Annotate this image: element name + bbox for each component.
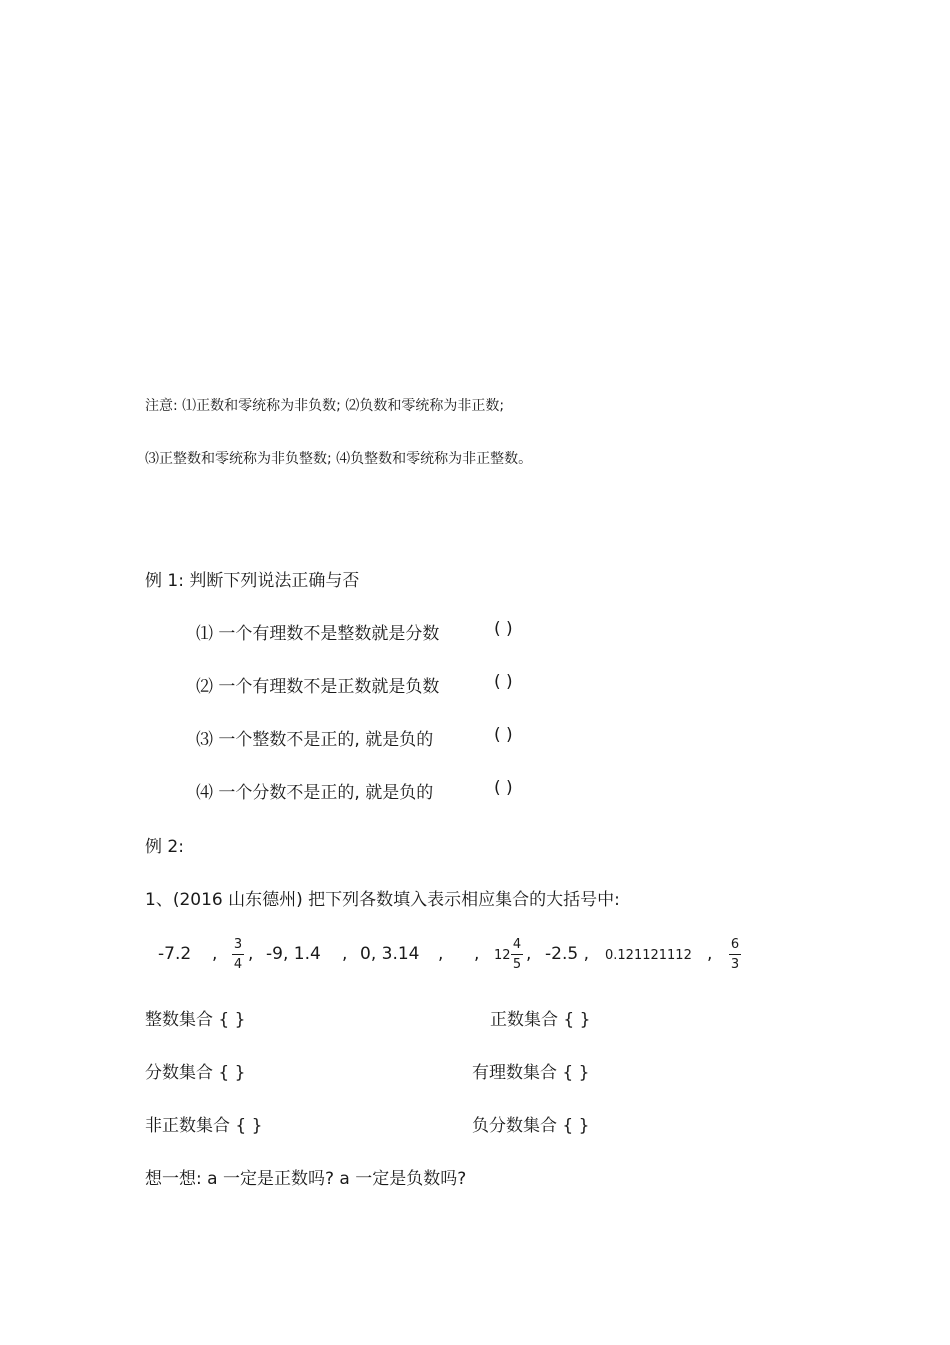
- example1-item-4: ⑷ 一个分数不是正的, 就是负的: [196, 783, 434, 803]
- fraction-3-4: [232, 938, 244, 971]
- comma: ,: [707, 944, 713, 964]
- example1-answer-1[interactable]: ( ): [494, 619, 513, 639]
- number-neg-9-and-1-4: -9, 1.4: [266, 944, 321, 964]
- number-neg-7-2: -7.2: [158, 944, 192, 964]
- fraction-denominator: 3: [730, 957, 740, 972]
- fraction-bar: [232, 954, 244, 955]
- fraction-6-3: [729, 938, 741, 971]
- fraction-4-5: [511, 938, 523, 971]
- comma: ,: [342, 944, 348, 964]
- nonpositive-set[interactable]: 非正数集合 { }: [145, 1116, 263, 1136]
- comma: ,: [438, 944, 444, 964]
- fraction-denominator: 4: [233, 957, 243, 972]
- fraction-numerator: 3: [233, 937, 243, 952]
- note-line-2: ⑶正整数和零统称为非负整数; ⑷负整数和零统称为非正整数。: [145, 451, 533, 467]
- example1-item-3: ⑶ 一个整数不是正的, 就是负的: [196, 730, 434, 750]
- example1-answer-4[interactable]: ( ): [494, 778, 513, 798]
- example2-question: 1、(2016 山东德州) 把下列各数填入表示相应集合的大括号中:: [145, 890, 620, 910]
- comma: ,: [526, 944, 532, 964]
- fraction-bar: [729, 954, 741, 955]
- fraction-set[interactable]: 分数集合 { }: [145, 1063, 246, 1083]
- positive-set[interactable]: 正数集合 { }: [490, 1010, 591, 1030]
- number-0-121121112: 0.121121112: [605, 948, 692, 963]
- fraction-denominator: 5: [512, 957, 522, 972]
- mixed-number-whole: 12: [494, 948, 511, 963]
- integer-set[interactable]: 整数集合 { }: [145, 1010, 246, 1030]
- example2-title: 例 2:: [145, 837, 184, 857]
- fraction-bar: [511, 954, 523, 955]
- think-prompt: 想一想: a 一定是正数吗? a 一定是负数吗?: [145, 1169, 467, 1189]
- example1-answer-3[interactable]: ( ): [494, 725, 513, 745]
- number-0-and-3-14: 0, 3.14: [360, 944, 420, 964]
- number-neg-2-5: -2.5 ,: [545, 944, 589, 964]
- comma: ,: [248, 944, 254, 964]
- example1-item-1: ⑴ 一个有理数不是整数就是分数: [196, 624, 440, 644]
- rational-set[interactable]: 有理数集合 { }: [472, 1063, 590, 1083]
- example1-answer-2[interactable]: ( ): [494, 672, 513, 692]
- example1-item-2: ⑵ 一个有理数不是正数就是负数: [196, 677, 440, 697]
- example1-title: 例 1: 判断下列说法正确与否: [145, 571, 360, 591]
- fraction-numerator: 6: [730, 937, 740, 952]
- comma: ,: [474, 944, 480, 964]
- comma: ,: [212, 944, 218, 964]
- note-line-1: 注意: ⑴正数和零统称为非负数; ⑵负数和零统称为非正数;: [145, 398, 505, 414]
- fraction-numerator: 4: [512, 937, 522, 952]
- negative-fraction-set[interactable]: 负分数集合 { }: [472, 1116, 590, 1136]
